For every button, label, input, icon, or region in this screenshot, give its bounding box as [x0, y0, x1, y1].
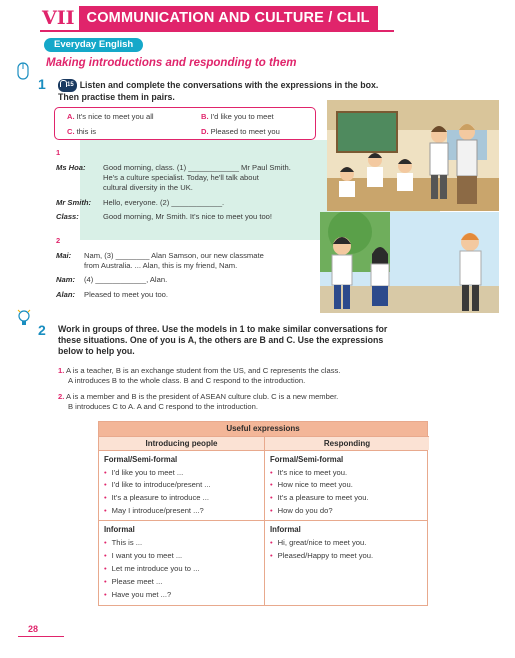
expression-item: • How do you do? [270, 506, 333, 515]
dialogue-line: Nam, (3) ________ Alan Samson, our new classmate from Australia. ... Alan, this is my friend, Nam. [84, 251, 264, 270]
unit-header [42, 6, 378, 30]
dialogue-line: Pleased to meet you too. [84, 290, 169, 299]
conversation-1-number: 1 [56, 148, 61, 157]
expression-item: • May I introduce/present ...? [104, 506, 204, 515]
unit-number: VII [42, 7, 75, 29]
section-heading: Making introductions and responding to them [46, 57, 297, 69]
column-header-responding: Responding [265, 436, 429, 450]
expression-item: • It's nice to meet you. [270, 468, 347, 477]
classroom-illustration [327, 100, 499, 211]
expression-item: • I'd like to introduce/present ... [104, 480, 211, 489]
speaker: Ms Hoa: [56, 163, 86, 172]
column-header-introducing: Introducing people [99, 436, 264, 450]
exercise-1-instruction: 15 Listen and complete the conversations with the expressions in the box. Then practise them in pairs. [58, 79, 379, 102]
dialogue-line: Good morning, Mr Smith. It's nice to meet you too! [103, 212, 273, 221]
mouse-icon [17, 62, 29, 80]
exercise-1-number: 1 [38, 76, 46, 92]
useful-expressions-table [98, 421, 428, 606]
expression-item: • Pleased/Happy to meet you. [270, 551, 373, 560]
expression-item: • Have you met ...? [104, 590, 171, 599]
dialogue-line: (4) ____________, Alan. [84, 275, 168, 284]
section-label: Everyday English [44, 38, 143, 52]
expression-item: • This is ... [104, 538, 142, 547]
lightbulb-icon [17, 309, 31, 327]
page-number: 28 [28, 624, 39, 634]
speaker: Mai: [56, 251, 72, 260]
table-divider [264, 436, 265, 606]
table-title: Useful expressions [99, 422, 427, 436]
option-d: D. Pleased to meet you [201, 127, 280, 136]
option-a: A. It's nice to meet you all [67, 112, 154, 121]
speaker: Nam: [56, 275, 75, 284]
audio-icon[interactable]: 15 [58, 79, 77, 92]
exercise-2-number: 2 [38, 322, 46, 338]
exercise-2-instruction: Work in groups of three. Use the models in 1 to make similar conversations for these situations. One of you is A, the others are B and C. Use the expressions below to help you. [58, 324, 388, 356]
category-informal: Informal [270, 525, 301, 534]
task-item: 1. A is a teacher, B is an exchange student from the US, and C represents the class. A introduces B to the whole class. B and C respond to the introduction. [58, 366, 341, 385]
expression-item: • It's a pleasure to introduce ... [104, 493, 209, 502]
expressions-box [54, 107, 316, 140]
task-item: 2. A is a member and B is the president of ASEAN culture club. C is a new member. B introduces C to A. A and C respond to the introduction. [58, 392, 339, 411]
unit-title: COMMUNICATION AND CULTURE / CLIL [79, 6, 378, 30]
category-formal: Formal/Semi-formal [104, 455, 178, 464]
expression-item: • Let me introduce you to ... [104, 564, 199, 573]
dialogue-line: Good morning, class. (1) ____________ Mr Paul Smith. He's a culture specialist. Today, he'll talk about cultural diversity in the UK. [103, 163, 291, 192]
speaker: Mr Smith: [56, 198, 92, 207]
table-divider [99, 520, 427, 521]
expression-item: • Hi, great/nice to meet you. [270, 538, 366, 547]
expression-item: • How nice to meet you. [270, 480, 353, 489]
table-divider [99, 450, 427, 451]
speaker: Class: [56, 212, 79, 221]
option-b: B. I'd like you to meet [201, 112, 274, 121]
header-divider [40, 30, 394, 32]
dialogue-line: Hello, everyone. (2) ____________. [103, 198, 225, 207]
conversation-2-number: 2 [56, 236, 61, 245]
schoolyard-illustration [320, 212, 499, 313]
expression-item: • I'd like you to meet ... [104, 468, 183, 477]
expression-item: • Please meet ... [104, 577, 162, 586]
page-number-rule [18, 636, 64, 637]
speaker: Alan: [56, 290, 75, 299]
category-formal: Formal/Semi-formal [270, 455, 344, 464]
category-informal: Informal [104, 525, 135, 534]
option-c: C. this is [67, 127, 97, 136]
expression-item: • I want you to meet ... [104, 551, 182, 560]
expression-item: • It's a pleasure to meet you. [270, 493, 369, 502]
